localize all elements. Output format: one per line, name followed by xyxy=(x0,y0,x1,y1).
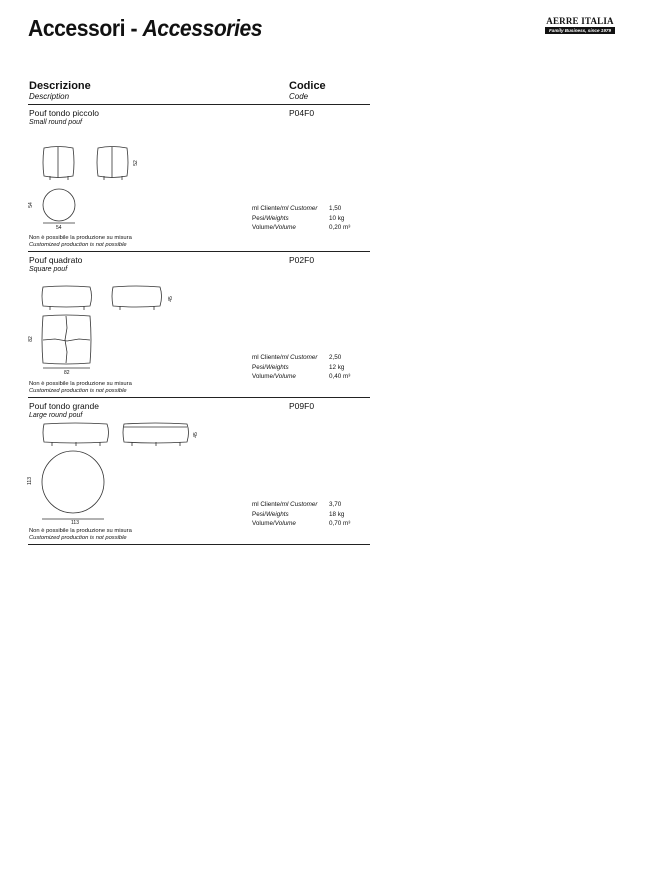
spec-labels xyxy=(252,204,317,233)
small-pouf-elevation-drawing xyxy=(40,145,140,185)
volume-value: 0,70 m³ xyxy=(329,520,351,527)
title-italian: Accessori xyxy=(28,15,126,41)
spec-labels xyxy=(252,500,317,529)
dim-height-label: 52 xyxy=(132,160,139,166)
weight-value: 12 kg xyxy=(329,363,345,371)
price-label: ml Cliente/ xyxy=(252,501,282,508)
dim-depth-label: 82 xyxy=(27,336,34,342)
weight-value: 10 kg xyxy=(329,214,345,222)
item-name: Pouf tondo piccolo xyxy=(29,108,99,118)
item-divider xyxy=(28,251,370,252)
description-column-header: Descrizione xyxy=(29,80,91,92)
item-name-english: Square pouf xyxy=(29,266,68,273)
dim-width-label: 113 xyxy=(71,520,79,526)
weight-value: 18 kg xyxy=(329,510,345,518)
note-english: Customized production is not possible xyxy=(29,242,127,248)
item-name-english: Large round pouf xyxy=(29,412,83,419)
weight-label: Pesi/ xyxy=(252,214,266,222)
volume-value: 0,40 m³ xyxy=(329,373,351,380)
volume-label: Volume/ xyxy=(252,224,275,231)
item-divider xyxy=(28,544,370,545)
item-name: Pouf quadrato xyxy=(29,255,83,265)
volume-label: Volume/ xyxy=(252,373,275,380)
brand-name: AERRE ITALIA xyxy=(546,16,614,26)
spec-values xyxy=(329,500,350,529)
brand-logo xyxy=(545,17,615,34)
note-italian: Non è possibile la produzione su misura xyxy=(29,528,132,534)
note-italian: Non è possibile la produzione su misura xyxy=(29,235,132,241)
price-label: ml Cliente/ xyxy=(252,205,282,212)
volume-label-english: Volume xyxy=(274,224,296,231)
item-code: P04F0 xyxy=(289,108,315,118)
weight-label-english: Weights xyxy=(266,214,289,222)
volume-label-english: Volume xyxy=(274,373,296,380)
spec-values xyxy=(329,204,350,233)
weight-label: Pesi/ xyxy=(252,363,266,371)
note-italian: Non è possibile la produzione su misura xyxy=(29,381,132,387)
item-code: P02F0 xyxy=(289,255,315,265)
description-column-subheader: Description xyxy=(29,92,70,101)
code-column-subheader: Code xyxy=(289,92,309,101)
dim-height-label: 45 xyxy=(192,432,199,438)
price-label-english: ml Customer xyxy=(281,501,318,508)
dim-width-label: 54 xyxy=(56,225,62,231)
note-english: Customized production is not possible xyxy=(29,535,127,541)
custom-production-note xyxy=(29,381,132,395)
dim-depth-label: 113 xyxy=(26,477,33,485)
dim-width-label: 82 xyxy=(64,370,70,376)
title-separator: - xyxy=(130,15,138,41)
volume-label-english: Volume xyxy=(274,520,296,527)
volume-value: 0,20 m³ xyxy=(329,224,351,231)
volume-label: Volume/ xyxy=(252,520,275,527)
price-value: 1,50 xyxy=(329,205,342,212)
item-code: P09F0 xyxy=(289,401,315,411)
weight-label: Pesi/ xyxy=(252,510,266,518)
spec-values xyxy=(329,353,350,382)
brand-tagline: Family Business, since 1979 xyxy=(545,27,615,34)
custom-production-note xyxy=(29,235,132,249)
title-english: Accessories xyxy=(142,15,263,41)
item-divider xyxy=(28,397,370,398)
price-value: 2,50 xyxy=(329,354,342,361)
large-pouf-plan-drawing xyxy=(40,448,110,524)
weight-label-english: Weights xyxy=(266,510,289,518)
item-name-english: Small round pouf xyxy=(29,119,82,126)
header-divider xyxy=(28,104,370,105)
square-pouf-plan-drawing xyxy=(40,313,96,371)
spec-labels xyxy=(252,353,317,382)
weight-label-english: Weights xyxy=(266,363,289,371)
price-label-english: ml Customer xyxy=(281,354,318,361)
price-label: ml Cliente/ xyxy=(252,354,282,361)
custom-production-note xyxy=(29,528,132,542)
square-pouf-elevation-drawing xyxy=(40,285,170,315)
item-name: Pouf tondo grande xyxy=(29,401,99,411)
dim-depth-label: 54 xyxy=(27,202,34,208)
price-label-english: ml Customer xyxy=(281,205,318,212)
page-title xyxy=(28,15,262,42)
note-english: Customized production is not possible xyxy=(29,388,127,394)
dim-height-label: 45 xyxy=(167,296,174,302)
price-value: 3,70 xyxy=(329,501,342,508)
code-column-header: Codice xyxy=(289,80,326,92)
